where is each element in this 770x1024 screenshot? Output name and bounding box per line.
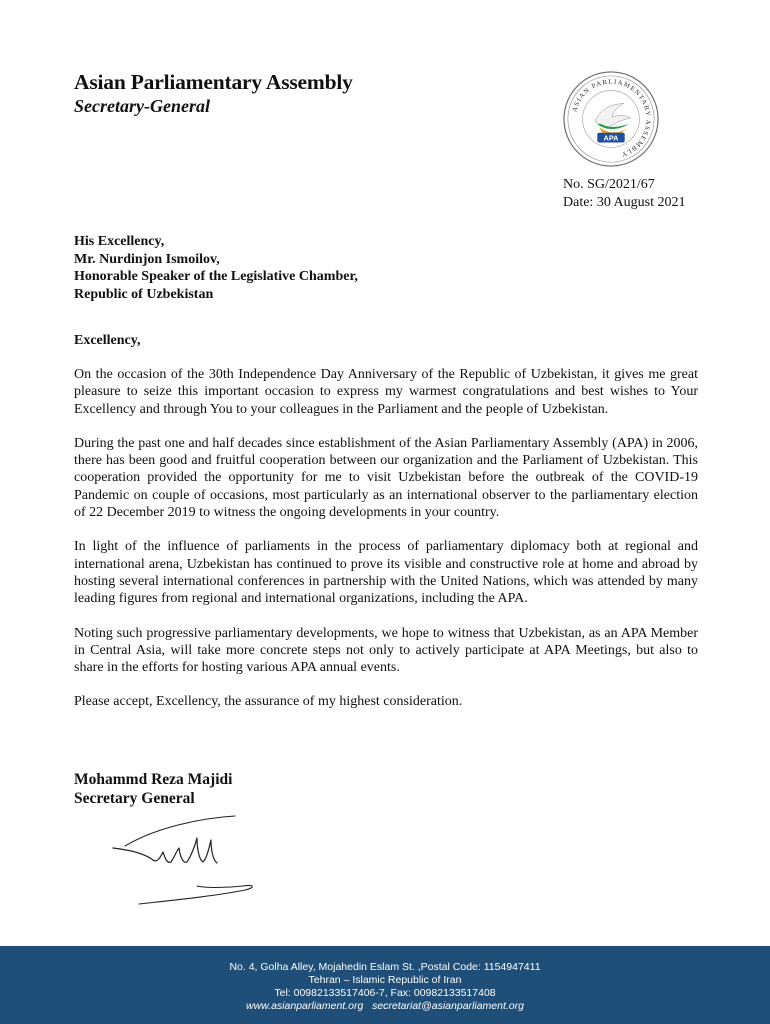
- recipient-line: Republic of Uzbekistan: [74, 286, 214, 302]
- seal-ring-text: ASIAN PARLIAMENTARY ASSEMBLY: [571, 78, 652, 158]
- recipient-line: Mr. Nurdinjon Ismoilov,: [74, 251, 220, 267]
- reference-block: [563, 176, 686, 212]
- body-paragraph: In light of the influence of parliaments in the process of parliamentary diplomacy both at regional and international arena, Uzbekistan has continued to prove its visible and constructive role at home and abroad by hosting several international conferences in partnership with the United Nations, which was attended by many leading figures from regional and international organizations, including the APA.: [74, 539, 698, 607]
- letter-footer: [0, 946, 770, 1024]
- apa-seal-logo: [562, 70, 660, 168]
- footer-phone: Tel: 00982133517406-7, Fax: 00982133517408: [274, 987, 496, 999]
- recipient-line: His Excellency,: [74, 234, 165, 249]
- signatory-name: Mohammd Reza Majidi: [74, 771, 233, 788]
- letter-body: [74, 366, 698, 728]
- body-paragraph: During the past one and half decades since establishment of the Asian Parliamentary Assembly (APA) in 2006, there has been good and fruitful cooperation between our organization and the Parliament of Uzbekistan. This cooperation provided the opportunity for me to visit Uzbekistan before the outbreak of the COVID-19 Pandemic on couple of occasions, most particularly as an international observer to the parliamentary election of 22 December 2019 to witness the ongoing developments in your country.: [74, 435, 698, 521]
- footer-address: No. 4, Golha Alley, Mojahedin Eslam St. ,Postal Code: 1154947411: [229, 961, 541, 973]
- office-title: Secretary-General: [74, 96, 210, 116]
- recipient-address: [74, 233, 358, 303]
- seal-center-text: APA: [603, 133, 619, 143]
- salutation: Excellency,: [74, 333, 141, 348]
- body-paragraph: On the occasion of the 30th Independence Day Anniversary of the Republic of Uzbekistan, it gives me great pleasure to seize this important occasion to express my warmest congratulations and best wishes to Your Excellency and through You to your colleagues in the Parliament and the people of Uzbekistan.: [74, 367, 698, 417]
- handwritten-signature: [105, 808, 280, 913]
- body-paragraph: Noting such progressive parliamentary developments, we hope to witness that Uzbekistan, as an APA Member in Central Asia, will take more concrete steps not only to actively participate at APA Meetings, but also to share in the efforts for hosting various APA annual events.: [74, 625, 698, 676]
- letter-date: Date: 30 August 2021: [563, 195, 686, 210]
- footer-city: Tehran – Islamic Republic of Iran: [308, 974, 462, 986]
- recipient-line: Honorable Speaker of the Legislative Chamber,: [74, 269, 358, 284]
- signatory-title: Secretary General: [74, 790, 195, 807]
- signatory-block: [74, 770, 232, 808]
- organization-name: Asian Parliamentary Assembly: [74, 70, 353, 94]
- closing-paragraph: Please accept, Excellency, the assurance of my highest consideration.: [74, 694, 463, 710]
- reference-number: No. SG/2021/67: [563, 177, 655, 192]
- footer-website-link[interactable]: www.asianparliament.org: [246, 1000, 364, 1012]
- footer-email-link[interactable]: secretariat@asianparliament.org: [372, 1000, 524, 1012]
